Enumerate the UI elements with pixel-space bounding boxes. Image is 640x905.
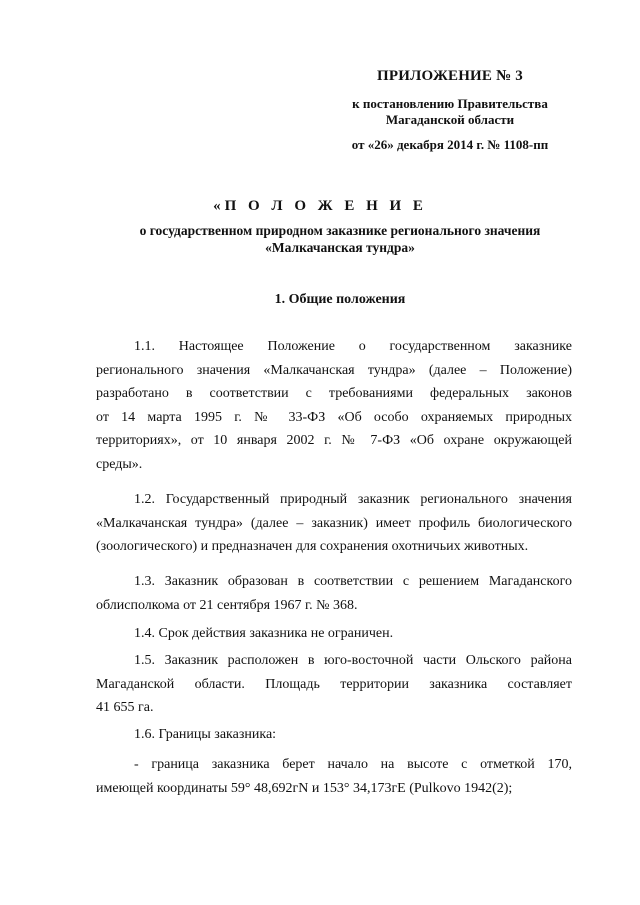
text-line: Магаданской области. Площадь территории заказника составляет: [96, 676, 572, 692]
document-title: «П О Л О Ж Е Н И Е: [213, 198, 427, 214]
word: о: [358, 339, 366, 354]
text-line: 1.3. Заказник образован в соответствии с решением Магаданского: [134, 574, 572, 589]
section-heading: 1. Общие положения: [274, 292, 406, 307]
appendix-title: ПРИЛОЖЕНИЕ № 3: [376, 68, 524, 84]
border-description: [96, 753, 572, 800]
decree-date: от «26» декабря 2014 г. № 1108-пп: [351, 137, 549, 152]
text-line: регионального значения «Малкачанская тундра» (далее – Положение): [96, 362, 572, 378]
text-line: 1.6. Границы заказника:: [134, 727, 277, 742]
paragraph-1-5: [96, 649, 572, 720]
text-line: облисполкома от 21 сентября 1967 г. № 368.: [96, 597, 358, 613]
text-line: среды».: [96, 456, 143, 472]
text-line: 1.4. Срок действия заказника не ограничен.: [134, 626, 394, 641]
text-line: 1.2. Государственный природный заказник регионального значения: [134, 492, 572, 507]
decree-reference: к постановлению Правительства: [352, 96, 548, 111]
paragraph-number: 1.1.: [134, 339, 155, 354]
word: Настоящее: [178, 339, 244, 354]
paragraph-1-2: [96, 488, 572, 559]
text-line: имеющей координаты 59° 48,692гN и 153° 34,173гE (Pulkovo 1942(2);: [96, 780, 513, 796]
word: Положение: [267, 339, 335, 354]
text-line: 41 655 га.: [96, 700, 154, 715]
text-line: от 14 марта 1995 г. № 33-ФЗ «Об особо охраняемых природных: [96, 409, 572, 425]
word: государственном: [389, 339, 491, 354]
text-line: территориях», от 10 января 2002 г. № 7-ФЗ «Об охране окружающей: [96, 433, 572, 448]
word: заказнике: [514, 339, 572, 354]
text-line: - граница заказника берет начало на высоте с отметкой 170,: [134, 757, 572, 772]
text-line: 1.5. Заказник расположен в юго-восточной части Ольского района: [134, 653, 572, 668]
region-name: Магаданской области: [385, 112, 515, 127]
paragraph-1-1-first-line: [96, 335, 572, 359]
paragraph-1-4: [96, 622, 572, 646]
paragraph-1-3: [96, 570, 572, 617]
document-subtitle-line-2: «Малкачанская тундра»: [265, 240, 415, 255]
paragraph-1-1: [96, 335, 572, 476]
text-line: (зоологического) и предназначен для сохранения охотничьих животных.: [96, 539, 529, 554]
document-subtitle-line-1: о государственном природном заказнике регионального значения: [139, 223, 541, 238]
paragraph-1-6: [96, 723, 572, 747]
text-line: разработано в соответствии с требованиями федеральных законов: [96, 386, 572, 401]
text-line: «Малкачанская тундра» (далее – заказник) имеет профиль биологического: [96, 515, 572, 531]
